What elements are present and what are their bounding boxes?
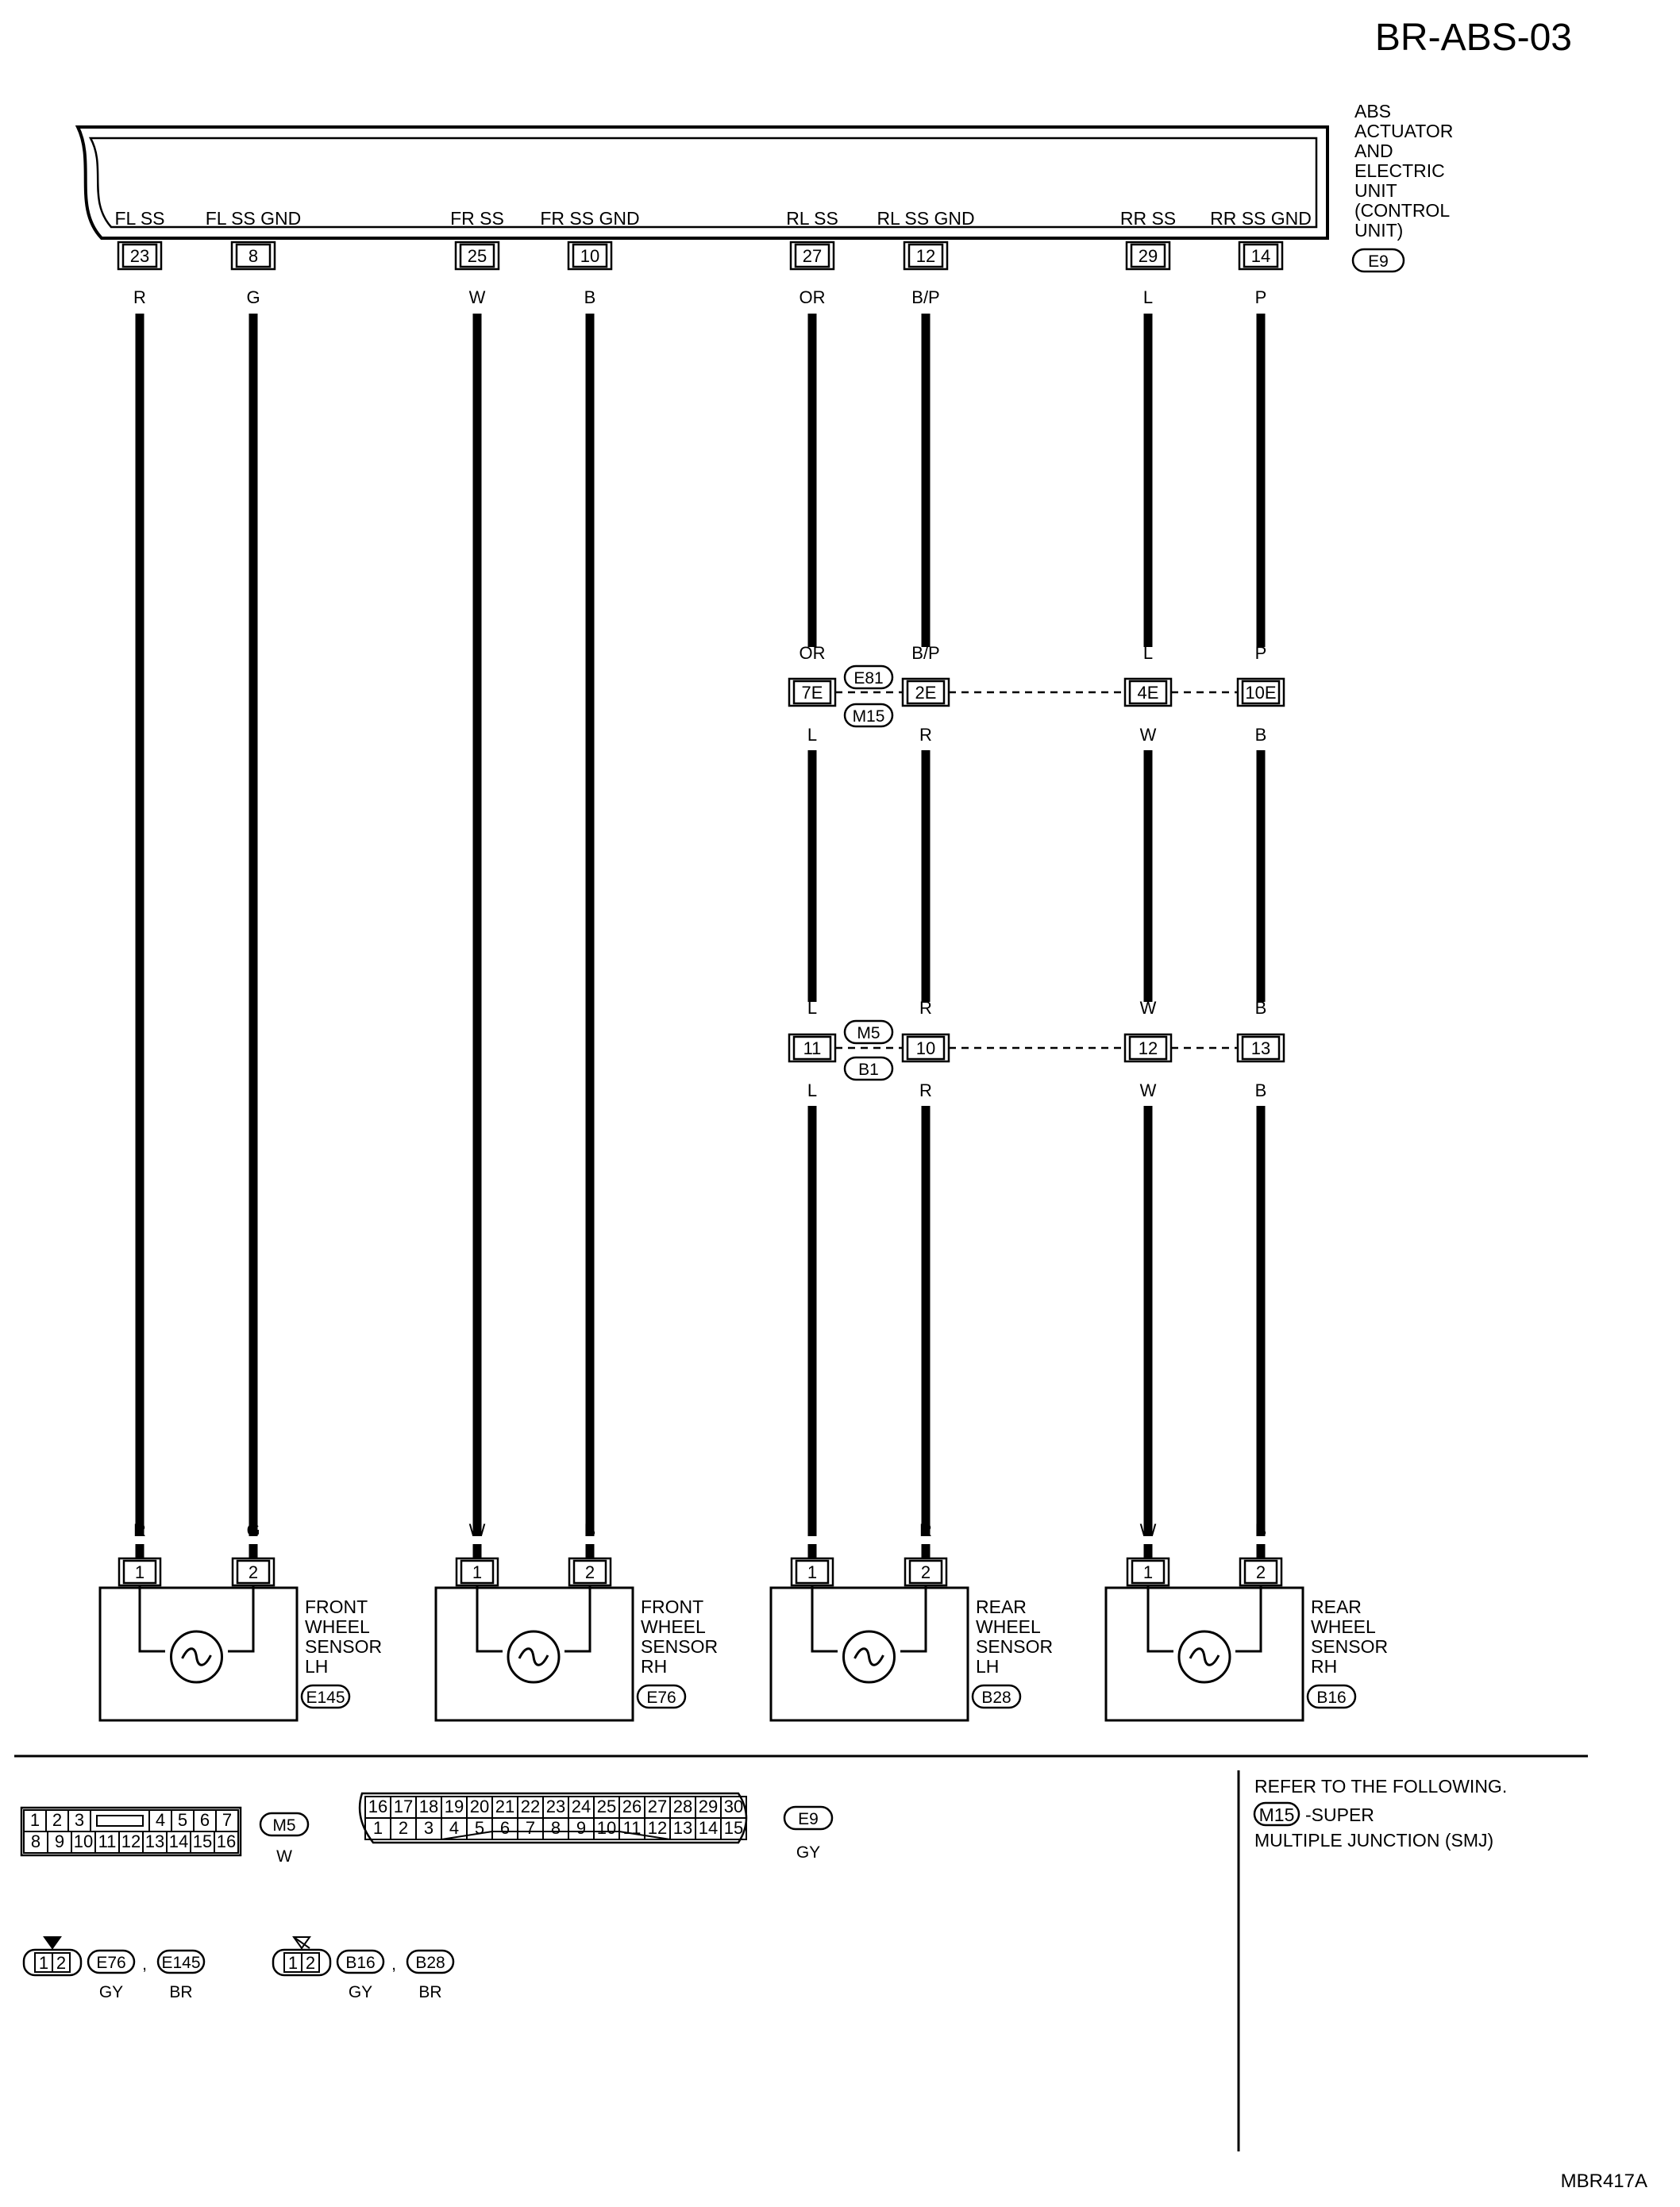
- junction-connector: M5: [857, 1024, 880, 1042]
- terminal-signal-label: FL SS GND: [205, 208, 302, 229]
- sensor-wire-color: R: [133, 1520, 146, 1540]
- note-line3: MULTIPLE JUNCTION (SMJ): [1254, 1830, 1494, 1851]
- terminal-signal-label: RR SS GND: [1210, 208, 1312, 229]
- cavity-number: 27: [647, 1797, 668, 1816]
- junction-color-above: W: [1139, 998, 1157, 1018]
- junction-pin: 12: [1138, 1038, 1158, 1058]
- junction-color-above: OR: [799, 643, 826, 663]
- wire-color-label: OR: [799, 287, 826, 307]
- legend-connector-color: BR: [169, 1983, 193, 2001]
- cavity-number: 22: [520, 1797, 541, 1816]
- cavity-number: 6: [499, 1818, 511, 1838]
- sensor-connector: E76: [646, 1689, 676, 1707]
- control-unit-connector-id: [1353, 249, 1404, 272]
- cavity-number: 6: [199, 1810, 210, 1830]
- sensor-circuit: [228, 1585, 253, 1651]
- sensor-pin: 2: [920, 1562, 931, 1582]
- control-unit-connector: E9: [1368, 252, 1389, 271]
- note-line1: REFER TO THE FOLLOWING.: [1254, 1776, 1508, 1797]
- lock-tab-icon: [97, 1816, 143, 1826]
- junction-color-below: B: [1254, 1080, 1267, 1100]
- junction-color-below: W: [1139, 1080, 1157, 1100]
- sensor-name-line: WHEEL: [976, 1616, 1041, 1637]
- wire-color-label: P: [1254, 287, 1267, 307]
- cavity: [91, 1810, 149, 1831]
- sensor-name-line: SENSOR: [641, 1636, 719, 1657]
- cavity-number: 1: [372, 1818, 383, 1838]
- connector-face-m5: [21, 1808, 308, 1866]
- sensor-name-line: REAR: [976, 1597, 1027, 1617]
- cavity-number: 3: [423, 1818, 434, 1838]
- cavity-number: 9: [576, 1818, 587, 1838]
- cavity-number: 2: [305, 1953, 316, 1973]
- cavity-number: 19: [444, 1797, 464, 1816]
- legend-connector: E145: [161, 1954, 201, 1972]
- cavity-number: 4: [155, 1810, 166, 1830]
- legend-connector: M5: [272, 1816, 296, 1835]
- sensor-circuit: [140, 1585, 165, 1651]
- sensor-name-line: SENSOR: [1311, 1636, 1389, 1657]
- note-connector: M15: [1258, 1805, 1295, 1825]
- sensor-name-line: FRONT: [641, 1597, 704, 1617]
- wire-color-label: L: [1142, 287, 1154, 307]
- cavity-number: 7: [525, 1818, 536, 1838]
- sensor-circuit: [477, 1585, 503, 1651]
- sensor-name-line: WHEEL: [1311, 1616, 1376, 1637]
- junction-color-above: R: [919, 998, 932, 1018]
- terminal-signal-label: FL SS: [114, 208, 165, 229]
- sensor-circuit: [1148, 1585, 1173, 1651]
- terminal-pin: 12: [915, 246, 936, 266]
- sensor-pin: 2: [248, 1562, 259, 1582]
- cavity-number: 15: [723, 1818, 744, 1838]
- junction-color-above: P: [1254, 643, 1267, 663]
- cavity-number: 9: [54, 1831, 65, 1851]
- junction-pin: 10E: [1245, 683, 1277, 703]
- wire-color-label: B: [584, 287, 596, 307]
- sensor-wire-color: R: [919, 1520, 932, 1540]
- cavity-number: 17: [393, 1797, 414, 1816]
- cavity-number: 10: [73, 1831, 94, 1851]
- control-unit-label-line: ELECTRIC: [1354, 160, 1445, 181]
- legend-connector-color: GY: [796, 1843, 821, 1862]
- cavity-number: 28: [672, 1797, 693, 1816]
- sensor-circuit: [812, 1585, 838, 1651]
- cavity-number: 11: [622, 1818, 642, 1838]
- wheel-sensor: [1106, 1520, 1388, 1720]
- sensor-name-line: WHEEL: [305, 1616, 370, 1637]
- sensor-connector: E145: [306, 1689, 345, 1707]
- sensor-pin: 2: [1255, 1562, 1266, 1582]
- cavity-number: 29: [698, 1797, 719, 1816]
- wire-color-label: B/P: [911, 287, 940, 307]
- junction-color-below: R: [919, 725, 932, 745]
- cavity-number: 18: [418, 1797, 439, 1816]
- cavity-number: 13: [672, 1818, 693, 1838]
- wheel-sensor: [771, 1520, 1053, 1720]
- junction-color-above: L: [1142, 643, 1154, 663]
- sensor-circuit: [1235, 1585, 1261, 1651]
- cavity-number: 2: [52, 1810, 63, 1830]
- cavity-number: 5: [177, 1810, 188, 1830]
- control-unit-label-line: (CONTROL: [1354, 200, 1451, 221]
- control-unit-terminals: [114, 208, 1311, 1536]
- note-line2: -SUPER: [1305, 1805, 1374, 1825]
- sensor-pin: 1: [472, 1562, 483, 1582]
- note: [1254, 1776, 1507, 1851]
- legend-connector-color: GY: [348, 1983, 373, 2001]
- sensor-connector: B28: [981, 1689, 1011, 1707]
- junction-pin: 4E: [1137, 683, 1159, 703]
- cavity-number: 10: [596, 1818, 617, 1838]
- terminal-pin: 27: [802, 246, 823, 266]
- connector-face-e9: [360, 1793, 832, 1862]
- junction-pin: 10: [915, 1038, 936, 1058]
- sensor-name-line: SENSOR: [976, 1636, 1054, 1657]
- junction-color-above: L: [807, 998, 818, 1018]
- cavity-number: 30: [723, 1797, 744, 1816]
- terminal-signal-label: FR SS: [450, 208, 504, 229]
- sensor-pin: 2: [584, 1562, 595, 1582]
- cavity-number: 24: [571, 1797, 591, 1816]
- legend-separator: ,: [391, 1955, 396, 1974]
- sensor-circuit: [564, 1585, 590, 1651]
- wire-color-label: R: [133, 287, 146, 307]
- terminal-signal-label: RL SS: [786, 208, 838, 229]
- cavity-number: 14: [168, 1831, 189, 1851]
- cavity-number: 23: [545, 1797, 566, 1816]
- wheel-sensor: [436, 1520, 718, 1720]
- cavity-number: 21: [495, 1797, 515, 1816]
- cavity-number: 13: [144, 1831, 165, 1851]
- terminal-pin: 10: [580, 246, 600, 266]
- cavity-number: 4: [449, 1818, 460, 1838]
- cavity-number: 2: [56, 1953, 67, 1973]
- junction-color-below: R: [919, 1080, 932, 1100]
- junction-color-below: W: [1139, 725, 1157, 745]
- legend-connector: B28: [415, 1954, 445, 1972]
- junction-color-above: B/P: [911, 643, 940, 663]
- cavity-number: 20: [469, 1797, 490, 1816]
- legend-connector-color: W: [276, 1847, 292, 1866]
- sensor-name-line: SENSOR: [305, 1636, 383, 1657]
- control-unit-label-line: ABS: [1354, 101, 1392, 121]
- lock-tab-icon: [44, 1937, 60, 1948]
- legend-connector: E9: [798, 1810, 819, 1828]
- control-unit-label: [1354, 101, 1453, 241]
- cavity-number: 16: [216, 1831, 237, 1851]
- sensor-wire-color: W: [468, 1520, 486, 1540]
- junction-pin: 13: [1250, 1038, 1271, 1058]
- junction-e81-m15: [789, 643, 1284, 1002]
- cavity-number: 15: [192, 1831, 213, 1851]
- page-title: BR-ABS-03: [1374, 17, 1572, 59]
- junction-color-below: B: [1254, 725, 1267, 745]
- terminal-pin: 25: [467, 246, 487, 266]
- legend-separator: ,: [142, 1955, 147, 1974]
- junction-pin: 2E: [915, 683, 937, 703]
- lock-tab-mark: [294, 1937, 310, 1948]
- sensor-name-line: WHEEL: [641, 1616, 706, 1637]
- junction-connector: B1: [858, 1061, 879, 1079]
- junction-pin: 11: [803, 1038, 822, 1058]
- control-unit-label-line: UNIT): [1354, 220, 1404, 241]
- cavity-number: 26: [622, 1797, 642, 1816]
- cavity-number: 11: [98, 1831, 117, 1851]
- sensor-wire-color: L: [807, 1520, 818, 1540]
- sensor-wire-color: B: [584, 1520, 596, 1540]
- terminal-pin: 23: [129, 246, 150, 266]
- wheel-sensor: [100, 1520, 382, 1720]
- sensor-wire-color: B: [1254, 1520, 1267, 1540]
- cavity-number: 1: [38, 1953, 49, 1973]
- connector-face-front-sensors: [24, 1937, 204, 2001]
- sensor-pin: 1: [807, 1562, 818, 1582]
- legend-connector: B16: [345, 1954, 376, 1972]
- sensor-wire-color: G: [246, 1520, 260, 1540]
- sensor-connector: B16: [1316, 1689, 1347, 1707]
- sensor-wire-color: W: [1139, 1520, 1157, 1540]
- legend-connector: E76: [96, 1954, 126, 1972]
- sensor-name-line: LH: [976, 1656, 1000, 1677]
- cavity-number: 3: [74, 1810, 85, 1830]
- terminal-pin: 29: [1138, 246, 1158, 266]
- diagram-code: MBR417A: [1560, 2170, 1647, 2192]
- junction-color-below: L: [807, 1080, 818, 1100]
- legend-connector-color: BR: [418, 1983, 442, 2001]
- cavity-number: 5: [474, 1818, 485, 1838]
- terminal-pin: 8: [248, 246, 259, 266]
- cavity-number: 1: [29, 1810, 40, 1830]
- cavity-number: 7: [222, 1810, 233, 1830]
- terminal-pin: 14: [1250, 246, 1271, 266]
- sensor-name-line: RH: [1311, 1656, 1338, 1677]
- cavity-number: 1: [287, 1953, 299, 1973]
- sensor-pin: 1: [134, 1562, 145, 1582]
- terminal-signal-label: RL SS GND: [877, 208, 975, 229]
- sensor-pin: 1: [1142, 1562, 1154, 1582]
- sensor-name-line: RH: [641, 1656, 668, 1677]
- connector-face-rear-sensors: [273, 1937, 453, 2001]
- cavity-number: 12: [121, 1831, 141, 1851]
- sensor-circuit: [900, 1585, 926, 1651]
- junction-pin: 7E: [801, 683, 823, 703]
- junction-connector: E81: [853, 669, 884, 688]
- cavity-number: 8: [550, 1818, 561, 1838]
- junction-color-above: B: [1254, 998, 1267, 1018]
- control-unit-label-line: UNIT: [1354, 180, 1397, 201]
- terminal-signal-label: RR SS: [1119, 208, 1177, 229]
- wire-color-label: W: [468, 287, 486, 307]
- cavity-number: 25: [596, 1797, 617, 1816]
- legend-connector-color: GY: [98, 1983, 124, 2001]
- junction-connector: M15: [852, 707, 885, 726]
- control-unit-label-line: AND: [1354, 141, 1393, 161]
- cavity-number: 12: [647, 1818, 668, 1838]
- cavity-number: 8: [30, 1831, 41, 1851]
- wheel-sensors: [100, 1520, 1388, 1720]
- terminal-signal-label: FR SS GND: [540, 208, 640, 229]
- sensor-name-line: REAR: [1311, 1597, 1362, 1617]
- sensor-name-line: FRONT: [305, 1597, 368, 1617]
- cavity-number: 2: [398, 1818, 409, 1838]
- junction-color-below: L: [807, 725, 818, 745]
- junction-m5-b1: [789, 998, 1284, 1536]
- cavity-number: 16: [368, 1797, 388, 1816]
- control-unit-label-line: ACTUATOR: [1354, 121, 1454, 141]
- wire-color-label: G: [246, 287, 260, 307]
- cavity-number: 14: [698, 1818, 719, 1838]
- sensor-name-line: LH: [305, 1656, 329, 1677]
